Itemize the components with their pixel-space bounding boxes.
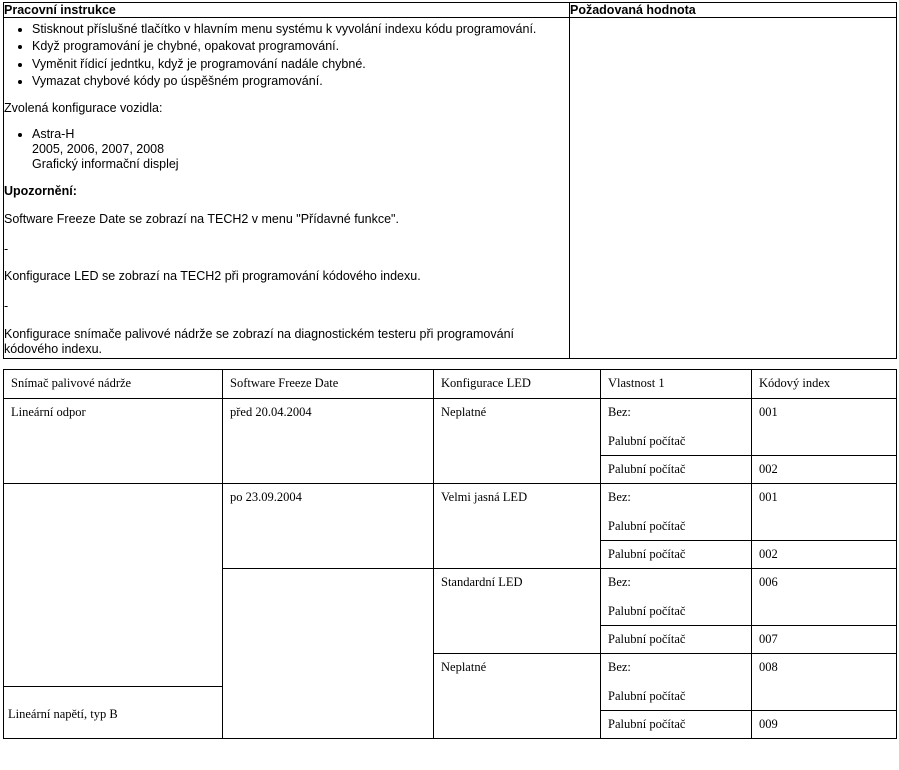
note-freeze-date: Software Freeze Date se zobrazí na TECH2 v menu "Přídavné funkce". [4, 212, 399, 226]
note-led-config: Konfigurace LED se zobrazí na TECH2 při programování kódového indexu. [4, 269, 421, 284]
column-header-fuel-sensor: Snímač palivové nádrže [4, 369, 223, 398]
property-secondary: Palubní počítač [608, 518, 686, 533]
cell-code-index: 001 [752, 483, 897, 540]
table-header-row [4, 3, 897, 18]
config-model: • Astra-H [32, 126, 75, 141]
selected-configuration-label: Zvolená konfigurace vozidla: [4, 101, 163, 115]
property-secondary: Palubní počítač [608, 433, 686, 448]
list-item [32, 127, 569, 173]
cell-code-index: 001 [752, 398, 897, 455]
list-item: • Vymazat chybové kódy po úspěšném programování. [32, 74, 569, 89]
table-row [4, 398, 897, 455]
cell-code-index: 007 [752, 625, 897, 653]
cell-property-1: Palubní počítač [601, 625, 752, 653]
property-primary: Bez: [608, 659, 631, 674]
code-index-table [3, 369, 897, 739]
property-secondary: Palubní počítač [608, 688, 686, 703]
table-row [4, 483, 897, 540]
instructions-cell [4, 18, 570, 359]
cell-fuel-sensor-linear-voltage: Lineární napětí, typ B [8, 707, 118, 721]
cell-property-1: Palubní počítač [601, 540, 752, 568]
cell-fuel-sensor: Lineární odpor [4, 398, 223, 483]
config-years: 2005, 2006, 2007, 2008 [32, 141, 165, 156]
list-item: • Stisknout příslušné tlačítko v hlavním menu systému k vyvolání indexu kódu programování. [32, 22, 569, 37]
cell-property-1 [601, 398, 752, 455]
cell-freeze-date-empty [223, 568, 434, 738]
cell-led-config: Standardní LED [434, 568, 601, 653]
cell-property-1: Palubní počítač [601, 710, 752, 738]
cell-property-1 [601, 653, 752, 710]
property-primary: Bez: [608, 404, 631, 419]
cell-freeze-date: před 20.04.2004 [223, 398, 434, 483]
cell-property-1: Palubní počítač [601, 455, 752, 483]
cell-led-config: Velmi jasná LED [434, 483, 601, 568]
column-header-property-1: Vlastnost 1 [601, 369, 752, 398]
cell-code-index: 006 [752, 568, 897, 625]
document-page [0, 2, 899, 739]
list-item: • Vyměnit řídicí jedntku, když je programování nadále chybné. [32, 57, 569, 72]
required-value-cell [570, 18, 897, 359]
cell-code-index: 002 [752, 540, 897, 568]
notice-title: Upozornění: [4, 184, 77, 199]
cell-fuel-sensor-empty [4, 483, 223, 738]
cell-freeze-date: po 23.09.2004 [223, 483, 434, 568]
cell-property-1 [601, 568, 752, 625]
cell-code-index: 008 [752, 653, 897, 710]
instruction-bullet-list [4, 22, 569, 89]
header-work-instructions: Pracovní instrukce [4, 3, 570, 18]
vehicle-configuration-list [4, 127, 569, 173]
cell-led-config: Neplatné [434, 398, 601, 483]
table-header-row [4, 369, 897, 398]
cell-property-1 [601, 483, 752, 540]
header-required-value: Požadovaná hodnota [570, 3, 897, 18]
work-instructions-table [3, 2, 897, 359]
cell-code-index: 009 [752, 710, 897, 738]
property-secondary: Palubní počítač [608, 603, 686, 618]
row-divider-line [3, 686, 222, 687]
table-body-row [4, 18, 897, 359]
property-primary: Bez: [608, 489, 631, 504]
column-header-led-config: Konfigurace LED [434, 369, 601, 398]
note-separator-2: - [4, 298, 9, 313]
cell-led-config: Neplatné [434, 653, 601, 738]
cell-code-index: 002 [752, 455, 897, 483]
column-header-code-index: Kódový index [752, 369, 897, 398]
note-fuel-sensor-config: Konfigurace snímače palivové nádrže se zobrazí na diagnostickém testeru při programování kódového indexu. [4, 326, 514, 357]
config-display: Grafický informační displej [32, 157, 179, 172]
property-primary: Bez: [608, 574, 631, 589]
note-separator-1: - [4, 241, 9, 256]
column-header-freeze-date: Software Freeze Date [223, 369, 434, 398]
list-item: • Když programování je chybné, opakovat programování. [32, 39, 569, 54]
